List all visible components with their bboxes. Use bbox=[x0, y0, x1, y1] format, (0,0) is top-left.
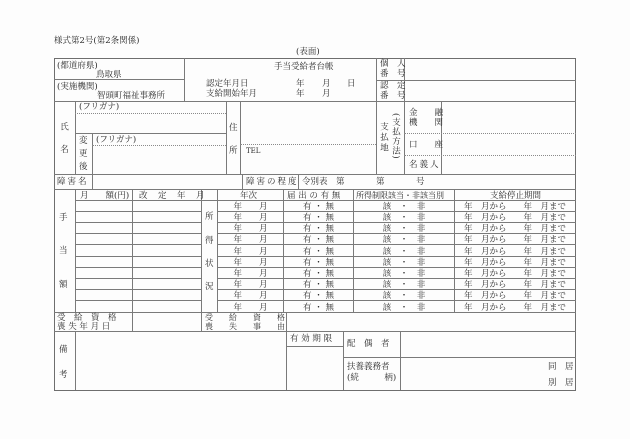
payment-start-month[interactable]: 月 bbox=[322, 89, 331, 99]
income-year[interactable]: 年 月 bbox=[233, 202, 268, 212]
loss-date-label-1: 受 給 資 格 bbox=[57, 313, 117, 323]
income-limit[interactable]: 該 ・ 非 bbox=[382, 269, 426, 279]
income-report[interactable]: 有 ・ 無 bbox=[303, 213, 334, 223]
validity-label: 有 効 期 限 bbox=[290, 334, 333, 344]
agency-label: (実施機関) bbox=[57, 82, 98, 92]
income-period[interactable]: 年 月から 年 月まで bbox=[463, 302, 566, 313]
changed-furigana-label: (フリガナ) bbox=[96, 135, 137, 145]
revision-date-header: 改 定 年 月 bbox=[139, 191, 206, 201]
bank-label-1: 金 融 bbox=[409, 108, 444, 118]
payment-start-year[interactable]: 年 bbox=[296, 89, 305, 99]
address-label-2: 所 bbox=[229, 146, 238, 156]
personal-number-label: 個 人 bbox=[380, 59, 406, 69]
agency-value[interactable]: 智頭町福祉事務所 bbox=[97, 91, 166, 101]
allowance-side-label-1: 手 bbox=[59, 213, 68, 223]
support-obligor-label-1: 扶養義務者 bbox=[347, 362, 390, 372]
income-year[interactable]: 年 月 bbox=[233, 213, 268, 223]
income-report[interactable]: 有 ・ 無 bbox=[303, 302, 334, 313]
income-period[interactable]: 年 月から 年 月まで bbox=[463, 258, 566, 268]
form-number: 様式第2号(第2条関係) bbox=[54, 36, 140, 46]
income-year[interactable]: 年 月 bbox=[233, 258, 268, 268]
income-side-label-4: 況 bbox=[205, 282, 214, 292]
changed-label-1: 変 bbox=[79, 136, 88, 146]
account-field[interactable] bbox=[442, 134, 575, 154]
disability-name-field[interactable] bbox=[93, 175, 241, 188]
income-limit[interactable]: 該 ・ 非 bbox=[382, 224, 426, 234]
prefecture-value[interactable]: 鳥取県 bbox=[96, 70, 122, 80]
income-limit[interactable]: 該 ・ 非 bbox=[382, 302, 426, 313]
certified-date-day[interactable]: 日 bbox=[347, 79, 356, 89]
income-report[interactable]: 有 ・ 無 bbox=[303, 235, 334, 245]
certification-number-label: 認 定 bbox=[380, 81, 406, 91]
income-report[interactable]: 有 ・ 無 bbox=[303, 202, 334, 212]
payment-start-label: 支給開始年月 bbox=[206, 89, 258, 99]
income-limit[interactable]: 該 ・ 非 bbox=[382, 213, 426, 223]
side-label: (表面) bbox=[296, 47, 320, 57]
separate-option[interactable]: 別 居 bbox=[548, 378, 574, 388]
income-period[interactable]: 年 月から 年 月まで bbox=[463, 291, 566, 301]
certification-number-field[interactable] bbox=[405, 81, 575, 100]
appendix-label: 令別表 第 bbox=[302, 177, 345, 187]
support-obligor-label-2: (続 柄) bbox=[347, 373, 397, 383]
payment-place-label: 支払地 bbox=[378, 122, 389, 154]
register-title: 手当受給者台帳 bbox=[274, 62, 334, 72]
income-side-label-3: 状 bbox=[205, 259, 214, 269]
report-header: 届 出 の 有 無 bbox=[287, 191, 341, 201]
validity-field[interactable] bbox=[287, 347, 343, 389]
loss-date-field[interactable] bbox=[133, 313, 201, 330]
income-report[interactable]: 有 ・ 無 bbox=[303, 280, 334, 290]
year-header: 年次 bbox=[240, 191, 258, 201]
income-side-label-1: 所 bbox=[205, 212, 214, 222]
remarks-field[interactable] bbox=[76, 332, 285, 389]
allowance-side-label-3: 額 bbox=[59, 280, 68, 290]
income-year[interactable]: 年 月 bbox=[233, 224, 268, 234]
income-period[interactable]: 年 月から 年 月まで bbox=[463, 235, 566, 245]
spouse-field[interactable] bbox=[401, 332, 575, 356]
income-period[interactable]: 年 月から 年 月まで bbox=[463, 202, 566, 212]
monthly-amount-header: 月 額(円) bbox=[80, 191, 130, 201]
disability-degree-label: 障害の程度 bbox=[246, 177, 299, 187]
certified-date-label: 認定年月日 bbox=[206, 79, 249, 89]
bank-field[interactable] bbox=[442, 102, 575, 133]
loss-reason-label-1: 受 給 資 格 bbox=[205, 313, 285, 322]
income-limit-header: 所得制限該当・非該当別 bbox=[356, 191, 444, 200]
income-limit[interactable]: 該 ・ 非 bbox=[382, 291, 426, 301]
income-period[interactable]: 年 月から 年 月まで bbox=[463, 224, 566, 234]
income-report[interactable]: 有 ・ 無 bbox=[303, 224, 334, 234]
tel-label: TEL bbox=[246, 147, 261, 155]
payment-method-label: (支払方法) bbox=[390, 113, 401, 160]
income-year[interactable]: 年 月 bbox=[233, 291, 268, 301]
account-label: 口 座 bbox=[409, 140, 444, 150]
income-limit[interactable]: 該 ・ 非 bbox=[382, 235, 426, 245]
income-side-label-2: 得 bbox=[205, 236, 214, 246]
income-report[interactable]: 有 ・ 無 bbox=[303, 291, 334, 301]
income-year[interactable]: 年 月 bbox=[233, 302, 268, 313]
certification-number-label-2: 番 号 bbox=[380, 91, 406, 101]
loss-reason-field[interactable] bbox=[287, 313, 575, 330]
disability-name-label: 障害名 bbox=[57, 177, 89, 187]
name-label: 氏名 bbox=[58, 122, 69, 167]
certified-date-month[interactable]: 月 bbox=[322, 79, 331, 89]
income-period[interactable]: 年 月から 年 月まで bbox=[463, 280, 566, 290]
personal-number-label-2: 番 号 bbox=[380, 69, 406, 79]
address-label-1: 住 bbox=[229, 123, 238, 133]
changed-name-field[interactable] bbox=[93, 146, 225, 173]
income-report[interactable]: 有 ・ 無 bbox=[303, 258, 334, 268]
loss-reason-label-2: 喪 失 事 由 bbox=[205, 322, 285, 331]
income-limit[interactable]: 該 ・ 非 bbox=[382, 202, 426, 212]
income-period[interactable]: 年 月から 年 月まで bbox=[463, 269, 566, 279]
suspension-header: 支給停止期間 bbox=[490, 191, 542, 201]
certified-date-year[interactable]: 年 bbox=[296, 79, 305, 89]
support-obligor-field[interactable] bbox=[401, 358, 531, 389]
allowance-side-label-2: 当 bbox=[59, 246, 68, 256]
income-report[interactable]: 有 ・ 無 bbox=[303, 246, 334, 257]
address-field[interactable] bbox=[241, 102, 375, 143]
income-report[interactable]: 有 ・ 無 bbox=[303, 269, 334, 279]
bank-label-2: 機 関 bbox=[409, 118, 444, 128]
holder-label: 名義人 bbox=[409, 160, 441, 170]
income-year[interactable]: 年 月 bbox=[233, 280, 268, 290]
income-limit[interactable]: 該 ・ 非 bbox=[382, 280, 426, 290]
appendix-number-unit: 号 bbox=[416, 177, 425, 187]
changed-label-2: 更 bbox=[79, 149, 88, 159]
remarks-label-1: 備 bbox=[59, 345, 68, 355]
income-year[interactable]: 年 月 bbox=[233, 269, 268, 279]
income-limit[interactable]: 該 ・ 非 bbox=[382, 258, 426, 268]
holder-field[interactable] bbox=[442, 156, 575, 173]
remarks-label-2: 考 bbox=[59, 370, 68, 380]
tel-field[interactable] bbox=[262, 145, 375, 173]
personal-number-field[interactable] bbox=[405, 59, 575, 79]
spouse-label: 配 偶 者 bbox=[347, 339, 390, 349]
loss-date-label-2: 喪 失 年 月 日 bbox=[57, 322, 111, 332]
cohabiting-option[interactable]: 同 居 bbox=[548, 362, 574, 372]
furigana-label: (フリガナ) bbox=[79, 102, 120, 112]
income-period[interactable]: 年 月から 年 月まで bbox=[463, 213, 566, 223]
income-period[interactable]: 年 月から 年 月まで bbox=[463, 246, 566, 257]
prefecture-label: (都道府県) bbox=[57, 61, 98, 71]
income-year[interactable]: 年 月 bbox=[233, 235, 268, 245]
name-field[interactable] bbox=[76, 114, 226, 133]
income-year[interactable]: 年 月 bbox=[233, 246, 268, 257]
income-limit[interactable]: 該 ・ 非 bbox=[382, 246, 426, 257]
changed-label-3: 後 bbox=[79, 162, 88, 172]
appendix-number-label: 第 bbox=[376, 177, 385, 187]
